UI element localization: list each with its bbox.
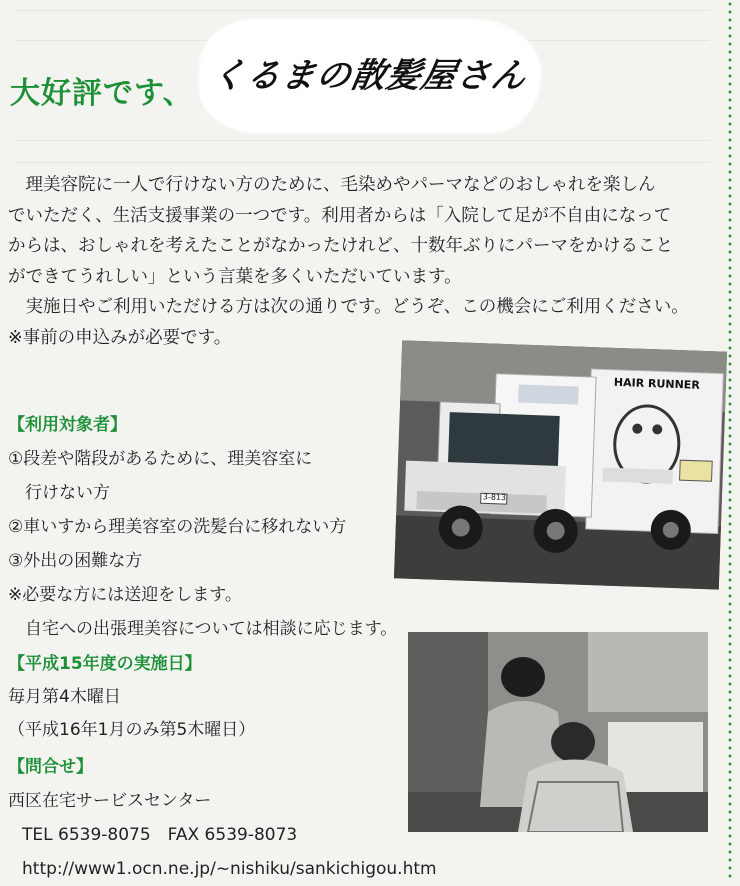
target-item: 自宅への出張理美容については相談に応じます。 <box>8 619 398 639</box>
target-item: 行けない方 <box>8 483 110 503</box>
intro-line: 実施日やご利用いただける方は次の通りです。どうぞ、この機会にご利用ください。 <box>8 297 689 317</box>
intro-line: ※事前の申込みが必要です。 <box>8 327 232 348</box>
intro-paragraph <box>8 170 720 353</box>
contact-url-link[interactable]: http://www1.ocn.ne.jp/~nishiku/sankichigou.htm <box>22 859 437 879</box>
target-item: ②車いすから理美容室の洗髪台に移れない方 <box>8 517 347 537</box>
intro-line: 理美容院に一人で行けない方のために、毛染めやパーマなどのおしゃれを楽しん <box>8 175 656 195</box>
target-item: ①段差や階段があるために、理美容室に <box>8 449 313 469</box>
contact-heading: 【問合せ】 <box>8 757 93 777</box>
contact-phone: TEL 6539-8075 FAX 6539-8073 <box>22 825 298 845</box>
intro-line: ができてうれしい」という言葉を多くいただいています。 <box>8 266 462 287</box>
target-section <box>8 408 397 646</box>
schedule-section <box>8 648 255 747</box>
schedule-item: 毎月第4木曜日 <box>8 687 121 707</box>
intro-line: からは、おしゃれを考えたことがなかったけれど、十数年ぶりにパーマをかけること <box>8 236 673 256</box>
headline: 大好評です、 <box>10 76 194 111</box>
dotted-border <box>728 0 732 880</box>
haircut-photo <box>408 632 708 832</box>
title-cloud-text: くるまの散髪屋さん <box>207 56 530 96</box>
schedule-item: （平成16年1月のみ第5木曜日） <box>8 720 256 740</box>
target-item: ③外出の困難な方 <box>8 551 143 571</box>
truck-photo <box>394 340 727 589</box>
target-item: ※必要な方には送迎をします。 <box>8 585 242 605</box>
contact-section <box>8 750 437 886</box>
contact-org: 西区在宅サービスセンター <box>8 791 212 811</box>
truck-sign: HAIR RUNNER <box>613 375 701 392</box>
target-heading: 【利用対象者】 <box>8 415 127 435</box>
intro-line: でいただく、生活支援事業の一つです。利用者からは「入院して足が不自由になって <box>8 205 672 226</box>
schedule-heading: 【平成15年度の実施日】 <box>8 654 202 674</box>
truck-plate: 3-813 <box>482 492 507 503</box>
